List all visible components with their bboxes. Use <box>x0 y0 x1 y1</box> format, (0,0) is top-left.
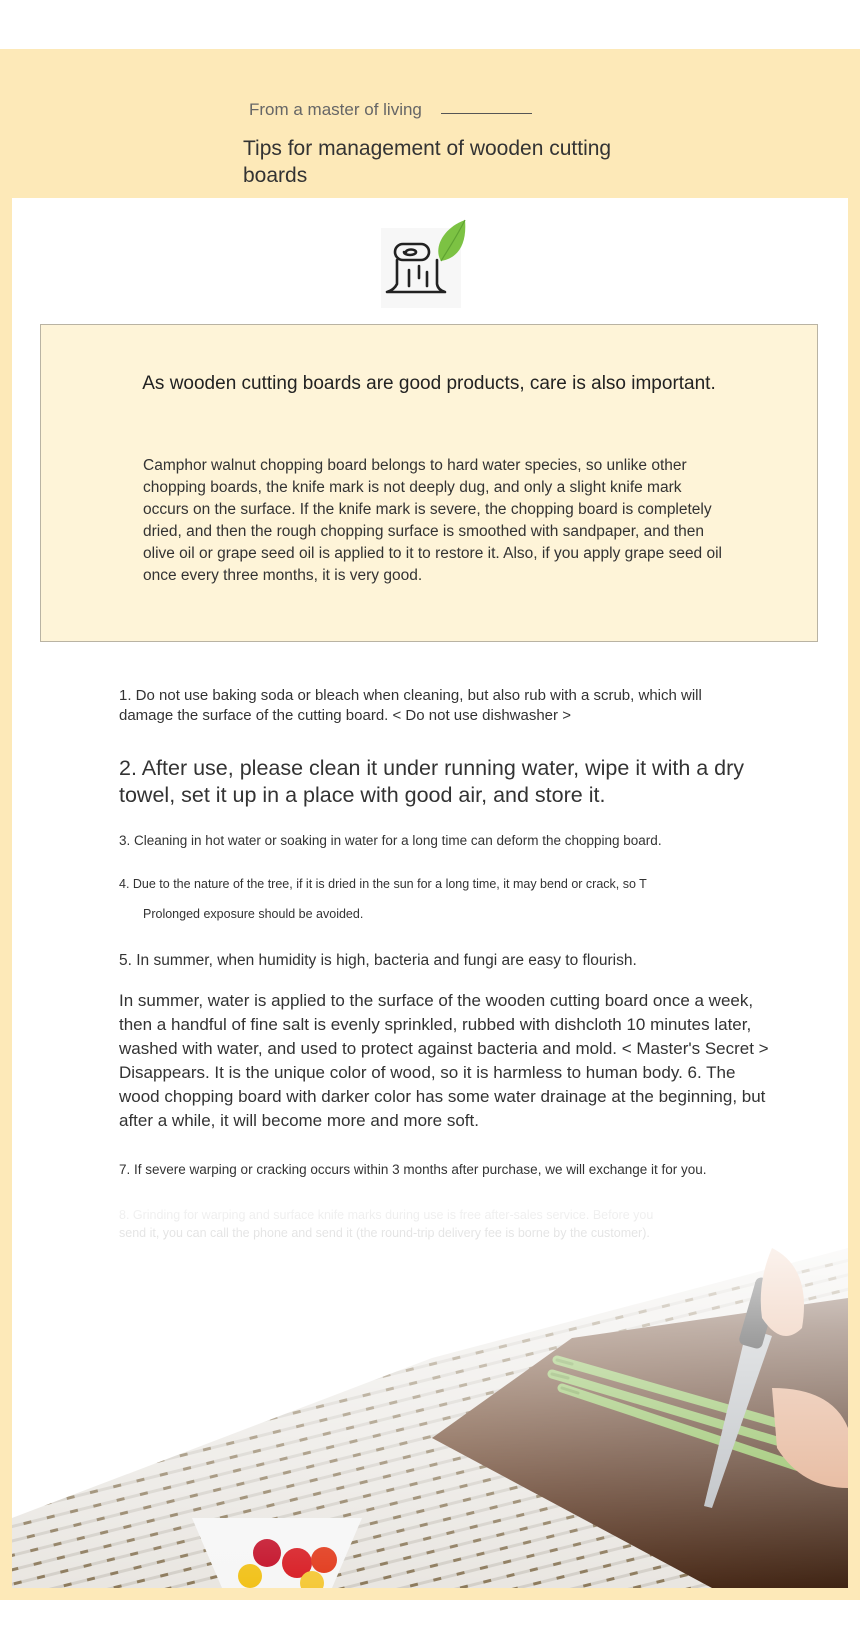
tip-1: 1. Do not use baking soda or bleach when cleaning, but also rub with a scrub, which will damage the surface of the cutting board. < Do not use dishwasher > <box>119 687 702 724</box>
tip-5-body: In summer, water is applied to the surface of the wooden cutting board once a week, then a handful of fine salt is evenly sprinkled, rubbed with dishcloth 10 minutes later, washed with water, and used to protect against bacteria and mold. < Master's Secret > Disappears. It is the unique color of wood, so it is harmless to human body. 6. The wood chopping board with darker color has some water drainage at the beginning, but after a while, it will become more and more soft. <box>119 991 769 1130</box>
content-card <box>12 198 848 1588</box>
kitchen-photo <box>12 1188 848 1588</box>
tip-7: 7. If severe warping or cracking occurs within 3 months after purchase, we will exchange it for you. <box>119 1162 707 1177</box>
page-title: Tips for management of wooden cutting boards <box>243 137 612 187</box>
tree-stump-leaf-icon <box>373 218 483 308</box>
tip-3: 3. Cleaning in hot water or soaking in water for a long time can deform the chopping board. <box>119 833 662 848</box>
care-heading: As wooden cutting boards are good products, care is also important. <box>142 373 716 394</box>
page-header <box>0 49 860 199</box>
page-subtitle: From a master of living <box>249 100 422 119</box>
care-info-box <box>40 324 818 642</box>
tip-5: 5. In summer, when humidity is high, bacteria and fungi are easy to flourish. <box>119 952 637 969</box>
subtitle-divider <box>441 113 532 114</box>
care-body-text: Camphor walnut chopping board belongs to hard water species, so unlike other chopping boards, the knife mark is not deeply dug, and only a slight knife mark occurs on the surface. If the knife mark is severe, the chopping board is completely dried, and then the rough chopping surface is smoothed with sandpaper, and then olive oil or grape seed oil is applied to it to restore it. Also, if you apply grape seed oil once every three months, it is very good. <box>143 457 722 584</box>
tip-4: 4. Due to the nature of the tree, if it is dried in the sun for a long time, it may bend or crack, so T <box>119 877 647 891</box>
tip-2: 2. After use, please clean it under running water, wipe it with a dry towel, set it up in a place with good air, and store it. <box>119 756 745 807</box>
tip-4-continued: Prolonged exposure should be avoided. <box>143 907 364 921</box>
